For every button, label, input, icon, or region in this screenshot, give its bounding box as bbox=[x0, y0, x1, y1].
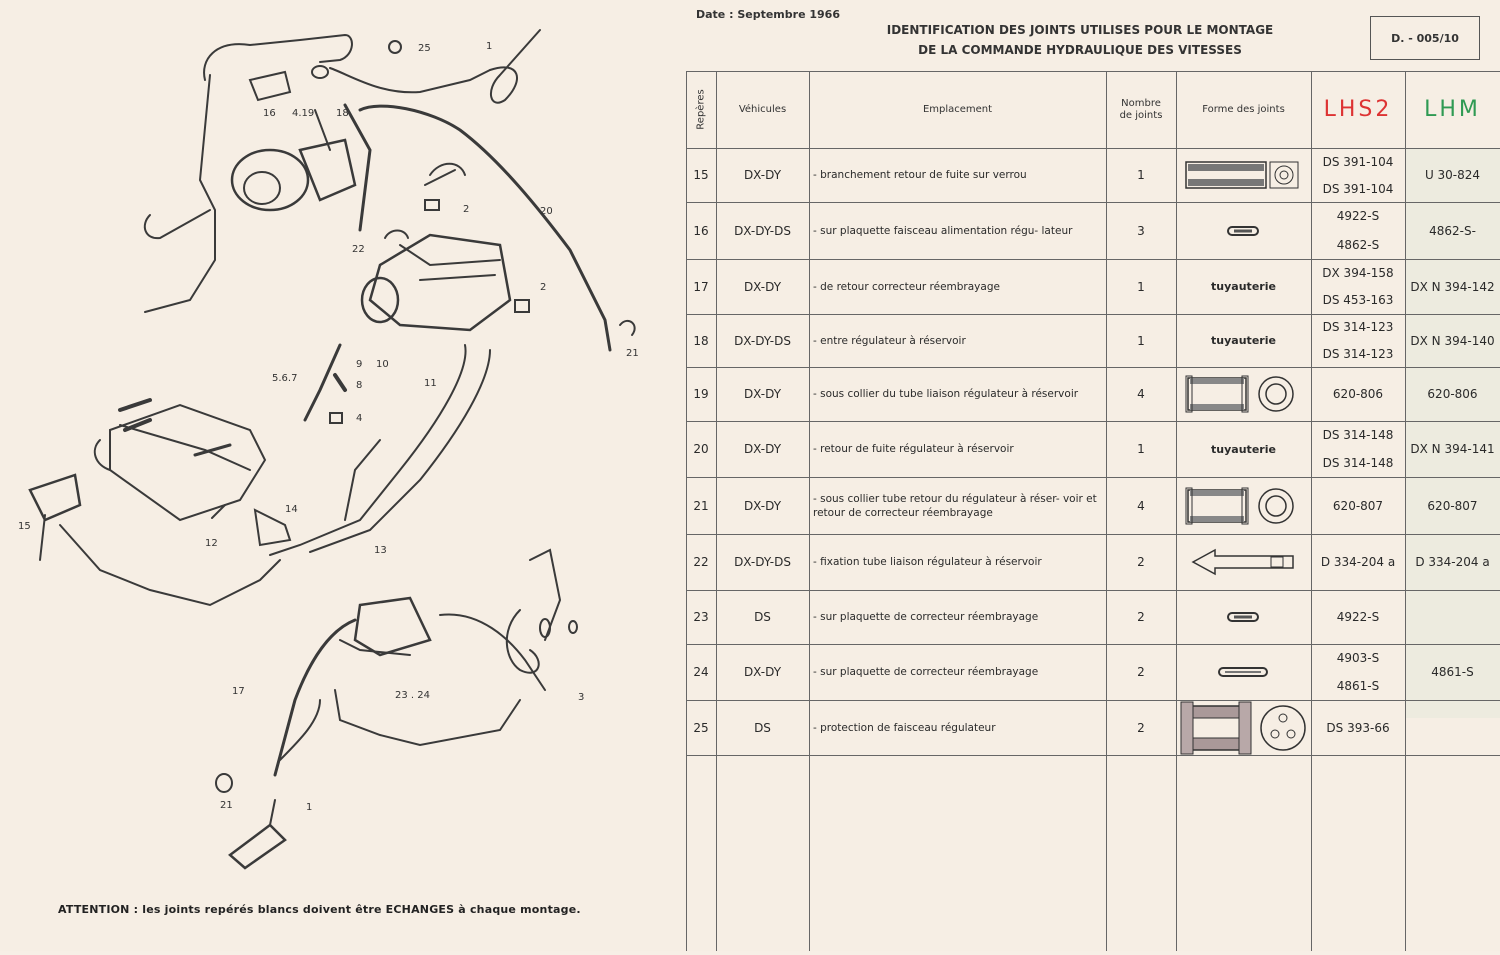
nombre-value: 1 bbox=[1137, 442, 1145, 456]
lhs2-cell bbox=[1311, 314, 1405, 367]
forme-text: tuyauterie bbox=[1211, 334, 1276, 347]
repere-cell bbox=[686, 700, 716, 755]
repere-number: 17 bbox=[693, 279, 709, 294]
header-lhm-label: LHM bbox=[1424, 97, 1481, 122]
emplacement-cell bbox=[809, 259, 1106, 314]
header-lhm bbox=[1405, 71, 1500, 148]
repere-cell bbox=[686, 367, 716, 421]
lhm-ref: DX N 394-142 bbox=[1410, 279, 1495, 294]
diagram-label: 11 bbox=[424, 378, 437, 389]
nombre-value: 2 bbox=[1137, 610, 1145, 624]
vehicules-value: DX-DY bbox=[743, 498, 782, 513]
lhm-ref: U 30-824 bbox=[1424, 168, 1481, 182]
vehicules-cell bbox=[716, 367, 809, 421]
vehicules-cell bbox=[716, 148, 809, 202]
emplacement-text: - sur plaquette de correcteur réembrayage bbox=[813, 611, 1039, 623]
emplacement-cell bbox=[809, 367, 1106, 421]
diagram-label: 22 bbox=[352, 244, 365, 255]
repere-cell bbox=[686, 590, 716, 644]
header-lhs2-label: LHS2 bbox=[1323, 97, 1393, 122]
table-row bbox=[686, 700, 1500, 755]
vehicules-cell bbox=[716, 534, 809, 590]
table-row bbox=[686, 534, 1500, 590]
lhm-ref: D 334-204 a bbox=[1415, 555, 1490, 569]
diagram-label: 15 bbox=[18, 521, 31, 532]
lhm-cell bbox=[1405, 259, 1500, 314]
header-forme-label: Forme des joints bbox=[1202, 104, 1285, 115]
diagram-label: 5.6.7 bbox=[272, 373, 298, 384]
nombre-cell bbox=[1106, 590, 1176, 644]
clip-joint-icon bbox=[1189, 547, 1299, 577]
vehicules-cell bbox=[716, 644, 809, 700]
diagram-label: 13 bbox=[374, 545, 387, 556]
diagram-label: 21 bbox=[220, 800, 233, 811]
document-date: Date : Septembre 1966 bbox=[696, 8, 840, 21]
forme-text: tuyauterie bbox=[1211, 280, 1276, 293]
diagram-label: 2 bbox=[463, 204, 470, 215]
vehicules-cell bbox=[716, 477, 809, 534]
emplacement-cell bbox=[809, 590, 1106, 644]
header-emplacement bbox=[809, 71, 1106, 148]
repere-number: 21 bbox=[693, 498, 709, 513]
vehicules-value: DX-DY bbox=[743, 168, 782, 182]
lhs2-ref-alt: DS 391-104 bbox=[1322, 181, 1394, 196]
nombre-value: 4 bbox=[1137, 387, 1145, 401]
header-nombre-label: Nombre de joints bbox=[1119, 97, 1163, 121]
emplacement-cell bbox=[809, 421, 1106, 477]
diagram-label: 9 bbox=[356, 359, 363, 370]
lhs2-ref-alt: DS 453-163 bbox=[1322, 293, 1394, 308]
emplacement-cell bbox=[809, 477, 1106, 534]
nombre-cell bbox=[1106, 314, 1176, 367]
diagram-label: 3 bbox=[578, 692, 585, 703]
nombre-value: 2 bbox=[1137, 555, 1145, 569]
forme-cell bbox=[1176, 590, 1311, 644]
emplacement-text: - fixation tube liaison régulateur à réservoir bbox=[813, 556, 1042, 568]
repere-cell bbox=[686, 202, 716, 259]
sleeve-joint-icon bbox=[1184, 372, 1304, 416]
lhs2-ref: 620-807 bbox=[1332, 498, 1384, 513]
lhm-cell bbox=[1405, 148, 1500, 202]
document-title bbox=[850, 20, 1310, 60]
nombre-value: 3 bbox=[1137, 223, 1145, 238]
diagram-label: 23 . 24 bbox=[395, 690, 430, 701]
vehicules-value: DX-DY-DS bbox=[734, 223, 791, 238]
lhm-ref: 620-806 bbox=[1427, 387, 1478, 401]
emplacement-cell bbox=[809, 202, 1106, 259]
nombre-cell bbox=[1106, 534, 1176, 590]
repere-number: 22 bbox=[693, 555, 709, 569]
emplacement-cell bbox=[809, 700, 1106, 755]
vehicules-cell bbox=[716, 259, 809, 314]
diagram-label: 12 bbox=[205, 538, 218, 549]
oring-long-joint-icon bbox=[1216, 665, 1272, 679]
table-row bbox=[686, 477, 1500, 534]
title-line-2: DE LA COMMANDE HYDRAULIQUE DES VITESSES bbox=[918, 43, 1242, 57]
lhs2-cell bbox=[1311, 202, 1405, 259]
diagram-label: 4 bbox=[356, 413, 363, 424]
header-reperes bbox=[686, 71, 716, 148]
repere-cell bbox=[686, 421, 716, 477]
vehicules-cell bbox=[716, 700, 809, 755]
lhs2-cell bbox=[1311, 367, 1405, 421]
lhm-cell bbox=[1405, 421, 1500, 477]
table-row bbox=[686, 202, 1500, 259]
header-nombre bbox=[1106, 71, 1176, 148]
lhs2-ref: DX 394-158 bbox=[1322, 265, 1394, 280]
lhs2-ref: D 334-204 a bbox=[1320, 555, 1396, 569]
lhm-cell bbox=[1405, 534, 1500, 590]
forme-cell bbox=[1176, 259, 1311, 314]
diagram-label: 20 bbox=[540, 206, 553, 217]
emplacement-text: - sous collier du tube liaison régulateur à réservoir bbox=[813, 388, 1079, 400]
vehicules-cell bbox=[716, 202, 809, 259]
repere-cell bbox=[686, 314, 716, 367]
lhm-cell bbox=[1405, 700, 1500, 755]
forme-cell bbox=[1176, 314, 1311, 367]
emplacement-text: - sous collier tube retour du régulateur à réser- voir et retour de correcteur réembrayage bbox=[813, 492, 1097, 519]
repere-number: 16 bbox=[693, 223, 709, 238]
nombre-value: 1 bbox=[1137, 333, 1145, 348]
vehicules-cell bbox=[716, 314, 809, 367]
table-row bbox=[686, 367, 1500, 421]
forme-cell bbox=[1176, 148, 1311, 202]
diagram-label: 25 bbox=[418, 43, 431, 54]
emplacement-text: - branchement retour de fuite sur verrou bbox=[813, 169, 1027, 181]
repere-cell bbox=[686, 644, 716, 700]
diagram-label: 18 bbox=[336, 108, 349, 119]
table-row bbox=[686, 590, 1500, 644]
diagram-label: 1 bbox=[486, 41, 493, 52]
repere-number: 23 bbox=[693, 610, 709, 624]
table-row bbox=[686, 421, 1500, 477]
lhs2-cell bbox=[1311, 644, 1405, 700]
lhs2-ref: DS 314-123 bbox=[1322, 320, 1394, 335]
lhm-ref: 620-807 bbox=[1427, 498, 1478, 513]
forme-cell bbox=[1176, 421, 1311, 477]
oring-joint-icon bbox=[1224, 224, 1264, 238]
vehicules-cell bbox=[716, 421, 809, 477]
emplacement-cell bbox=[809, 148, 1106, 202]
nombre-value: 2 bbox=[1137, 665, 1145, 679]
emplacement-text: - retour de fuite régulateur à réservoir bbox=[813, 443, 1014, 455]
repere-cell bbox=[686, 477, 716, 534]
forme-cell bbox=[1176, 367, 1311, 421]
emplacement-text: - sur plaquette de correcteur réembrayage bbox=[813, 666, 1039, 678]
vehicules-cell bbox=[716, 590, 809, 644]
forme-cell bbox=[1176, 644, 1311, 700]
lhm-cell bbox=[1405, 367, 1500, 421]
lhm-ref: DX N 394-140 bbox=[1410, 333, 1495, 348]
lhs2-cell bbox=[1311, 590, 1405, 644]
nombre-cell bbox=[1106, 421, 1176, 477]
header-vehicules-label: Véhicules bbox=[738, 104, 787, 115]
lhm-cell bbox=[1405, 590, 1500, 644]
table-row bbox=[686, 314, 1500, 367]
vehicules-value: DX-DY-DS bbox=[734, 555, 791, 569]
lhs2-ref: 620-806 bbox=[1332, 387, 1384, 401]
lhs2-ref: 4922-S bbox=[1336, 610, 1380, 624]
nombre-cell bbox=[1106, 477, 1176, 534]
lhs2-cell bbox=[1311, 421, 1405, 477]
diagram-label: 16 bbox=[263, 108, 276, 119]
emplacement-text: - protection de faisceau régulateur bbox=[813, 721, 996, 734]
forme-cell bbox=[1176, 477, 1311, 534]
lhm-ref: 4861-S bbox=[1431, 665, 1474, 679]
lhs2-ref: DS 393-66 bbox=[1326, 720, 1390, 735]
nombre-cell bbox=[1106, 700, 1176, 755]
flat-ring-joint-icon bbox=[1184, 158, 1304, 192]
vehicules-value: DX-DY bbox=[743, 279, 782, 294]
diagram-label: 10 bbox=[376, 359, 389, 370]
lhm-cell bbox=[1405, 477, 1500, 534]
lhm-cell bbox=[1405, 202, 1500, 259]
lhm-cell bbox=[1405, 644, 1500, 700]
emplacement-text: - entre régulateur à réservoir bbox=[813, 334, 966, 347]
repere-cell bbox=[686, 534, 716, 590]
lhs2-cell bbox=[1311, 477, 1405, 534]
header-lhs2 bbox=[1311, 71, 1405, 148]
nombre-value: 1 bbox=[1137, 168, 1145, 182]
lhs2-ref-alt: 4862-S bbox=[1336, 237, 1380, 252]
diagram-label: 21 bbox=[626, 348, 639, 359]
lhs2-ref: 4922-S bbox=[1336, 209, 1380, 224]
attention-note: ATTENTION : les joints repérés blancs doivent être ECHANGES à chaque montage. bbox=[58, 903, 581, 916]
diagram-label: 1 bbox=[306, 802, 313, 813]
oring-joint-icon bbox=[1224, 610, 1264, 624]
emplacement-cell bbox=[809, 644, 1106, 700]
repere-cell bbox=[686, 148, 716, 202]
nombre-cell bbox=[1106, 259, 1176, 314]
header-emplacement-label: Emplacement bbox=[922, 104, 993, 115]
diagram-label: 14 bbox=[285, 504, 298, 515]
vehicules-value: DS bbox=[754, 720, 771, 735]
forme-cell bbox=[1176, 202, 1311, 259]
emplacement-text: - sur plaquette faisceau alimentation régu- lateur bbox=[813, 224, 1073, 237]
lhs2-ref: DS 314-148 bbox=[1322, 428, 1394, 442]
repere-number: 20 bbox=[693, 442, 709, 456]
joints-table bbox=[686, 71, 1500, 951]
nombre-value: 4 bbox=[1137, 498, 1145, 513]
lhs2-cell bbox=[1311, 534, 1405, 590]
forme-cell bbox=[1176, 700, 1311, 755]
nombre-cell bbox=[1106, 367, 1176, 421]
emplacement-text: - de retour correcteur réembrayage bbox=[813, 280, 1000, 293]
forme-text: tuyauterie bbox=[1211, 442, 1276, 456]
emplacement-cell bbox=[809, 314, 1106, 367]
document-reference-box: D. - 005/10 bbox=[1370, 16, 1480, 60]
diagram-svg bbox=[0, 0, 680, 951]
repere-cell bbox=[686, 259, 716, 314]
lhm-ref: DX N 394-141 bbox=[1410, 442, 1495, 456]
repere-number: 15 bbox=[693, 168, 709, 182]
repere-number: 25 bbox=[693, 720, 709, 735]
vehicules-value: DX-DY bbox=[743, 665, 782, 679]
diagram-label: 17 bbox=[232, 686, 245, 697]
lhs2-ref: 4903-S bbox=[1336, 651, 1380, 665]
lhs2-ref: DS 391-104 bbox=[1322, 154, 1394, 169]
vehicules-value: DS bbox=[754, 610, 771, 624]
vehicules-value: DX-DY-DS bbox=[734, 333, 791, 348]
diagram-label: 8 bbox=[356, 380, 363, 391]
grommet-joint-icon bbox=[1179, 700, 1309, 755]
title-line-1: IDENTIFICATION DES JOINTS UTILISES POUR LE MONTAGE bbox=[886, 23, 1274, 37]
sleeve-joint-icon bbox=[1184, 484, 1304, 528]
vehicules-value: DX-DY bbox=[743, 442, 782, 456]
lhs2-ref-alt: DS 314-123 bbox=[1322, 346, 1394, 361]
lhs2-ref-alt: DS 314-148 bbox=[1322, 456, 1394, 470]
lhs2-cell bbox=[1311, 700, 1405, 755]
header-reperes-label: Repères bbox=[695, 89, 707, 130]
nombre-cell bbox=[1106, 644, 1176, 700]
nombre-cell bbox=[1106, 202, 1176, 259]
header-vehicules bbox=[716, 71, 809, 148]
nombre-value: 1 bbox=[1137, 279, 1145, 294]
table-row bbox=[686, 644, 1500, 700]
table-row bbox=[686, 148, 1500, 202]
forme-cell bbox=[1176, 534, 1311, 590]
lhm-cell bbox=[1405, 314, 1500, 367]
repere-number: 18 bbox=[693, 333, 709, 348]
repere-number: 24 bbox=[693, 665, 709, 679]
repere-number: 19 bbox=[693, 387, 709, 401]
emplacement-cell bbox=[809, 534, 1106, 590]
table-row bbox=[686, 259, 1500, 314]
lhs2-ref-alt: 4861-S bbox=[1336, 679, 1380, 693]
lhs2-cell bbox=[1311, 148, 1405, 202]
diagram-label: 2 bbox=[540, 282, 547, 293]
header-forme bbox=[1176, 71, 1311, 148]
lhm-ref: 4862-S- bbox=[1429, 223, 1476, 238]
lhs2-cell bbox=[1311, 259, 1405, 314]
hydraulic-exploded-diagram bbox=[0, 0, 680, 951]
nombre-cell bbox=[1106, 148, 1176, 202]
diagram-label: 4.19 bbox=[292, 108, 315, 119]
vehicules-value: DX-DY bbox=[743, 387, 782, 401]
nombre-value: 2 bbox=[1137, 720, 1145, 735]
